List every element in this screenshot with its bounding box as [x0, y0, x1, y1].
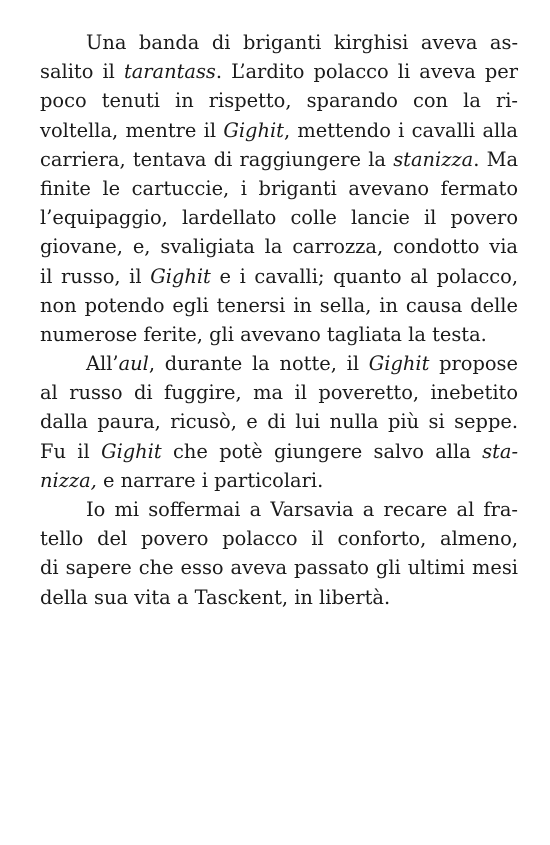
text-line	[40, 28, 518, 57]
text-segment: Una banda di briganti kirghisi aveva as-	[86, 31, 518, 54]
text-line	[40, 116, 518, 145]
text-segment: tello del povero polacco il conforto, almeno,	[40, 527, 518, 551]
text-segment: salito il	[40, 60, 124, 84]
text-line	[40, 174, 518, 203]
italic-word: Gighit	[101, 439, 162, 463]
italic-word: Gighit	[223, 118, 284, 142]
text-segment: della sua vita a Tasckent, in libertà.	[40, 585, 391, 609]
text-segment: poco tenuti in rispetto, sparando con la ri-	[40, 89, 518, 113]
text-segment: al russo di fuggire, ma il poveretto, inebetito	[40, 381, 518, 405]
body-text	[40, 28, 518, 612]
text-segment: dalla paura, ricusò, e di lui nulla più si seppe.	[40, 410, 518, 434]
text-line	[40, 437, 518, 466]
italic-word: Gighit	[150, 264, 211, 288]
italic-word: tarantass	[123, 60, 216, 84]
text-segment: propose	[429, 352, 518, 376]
text-line	[40, 320, 518, 349]
text-segment: finite le cartuccie, i briganti avevano fermato	[40, 176, 518, 200]
text-segment: il russo, il	[40, 264, 151, 288]
text-segment: , durante la notte, il	[148, 352, 369, 376]
paragraph	[40, 349, 518, 495]
text-segment: l’equipaggio, lardellato colle lancie il povero	[40, 206, 518, 230]
text-line	[40, 553, 518, 582]
text-line	[40, 145, 518, 174]
text-segment: voltella, mentre il	[40, 118, 224, 142]
text-line	[40, 291, 518, 320]
text-line	[40, 349, 518, 378]
text-line	[40, 524, 518, 553]
italic-word: nizza,	[40, 468, 97, 492]
italic-word: sta-	[482, 439, 518, 463]
text-line	[40, 57, 518, 86]
text-segment: non potendo egli tenersi in sella, in causa delle	[40, 293, 518, 317]
text-segment: giovane, e, svaligiata la carrozza, condotto via	[40, 235, 518, 259]
text-segment: e narrare i particolari.	[96, 468, 324, 492]
text-line	[40, 466, 518, 495]
paragraph	[40, 28, 518, 349]
text-segment: , mettendo i cavalli alla	[283, 118, 518, 142]
italic-word: aul	[118, 352, 149, 376]
paragraph	[40, 495, 518, 612]
text-line	[40, 407, 518, 436]
text-line	[40, 203, 518, 232]
text-line	[40, 86, 518, 115]
text-line	[40, 583, 518, 612]
text-segment: Fu il	[40, 439, 102, 463]
text-segment: numerose ferite, gli avevano tagliata la testa.	[40, 322, 487, 346]
text-line	[40, 378, 518, 407]
italic-word: Gighit	[368, 352, 430, 376]
text-segment: e i cavalli; quanto al polacco,	[210, 264, 518, 288]
text-segment: di sapere che esso aveva passato gli ultimi mesi	[40, 556, 518, 580]
text-segment: All’	[86, 352, 119, 376]
text-line	[40, 232, 518, 261]
text-segment: che potè giungere salvo alla	[161, 439, 483, 463]
text-segment: carriera, tentava di raggiungere la	[40, 147, 394, 171]
text-segment: Io mi soffermai a Varsavia a recare al fra-	[86, 498, 518, 521]
text-segment: . L’ardito polacco li aveva per	[215, 60, 518, 84]
text-line	[40, 495, 518, 524]
text-line	[40, 262, 518, 291]
italic-word: stanizza	[393, 147, 474, 171]
text-segment: . Ma	[473, 147, 519, 171]
